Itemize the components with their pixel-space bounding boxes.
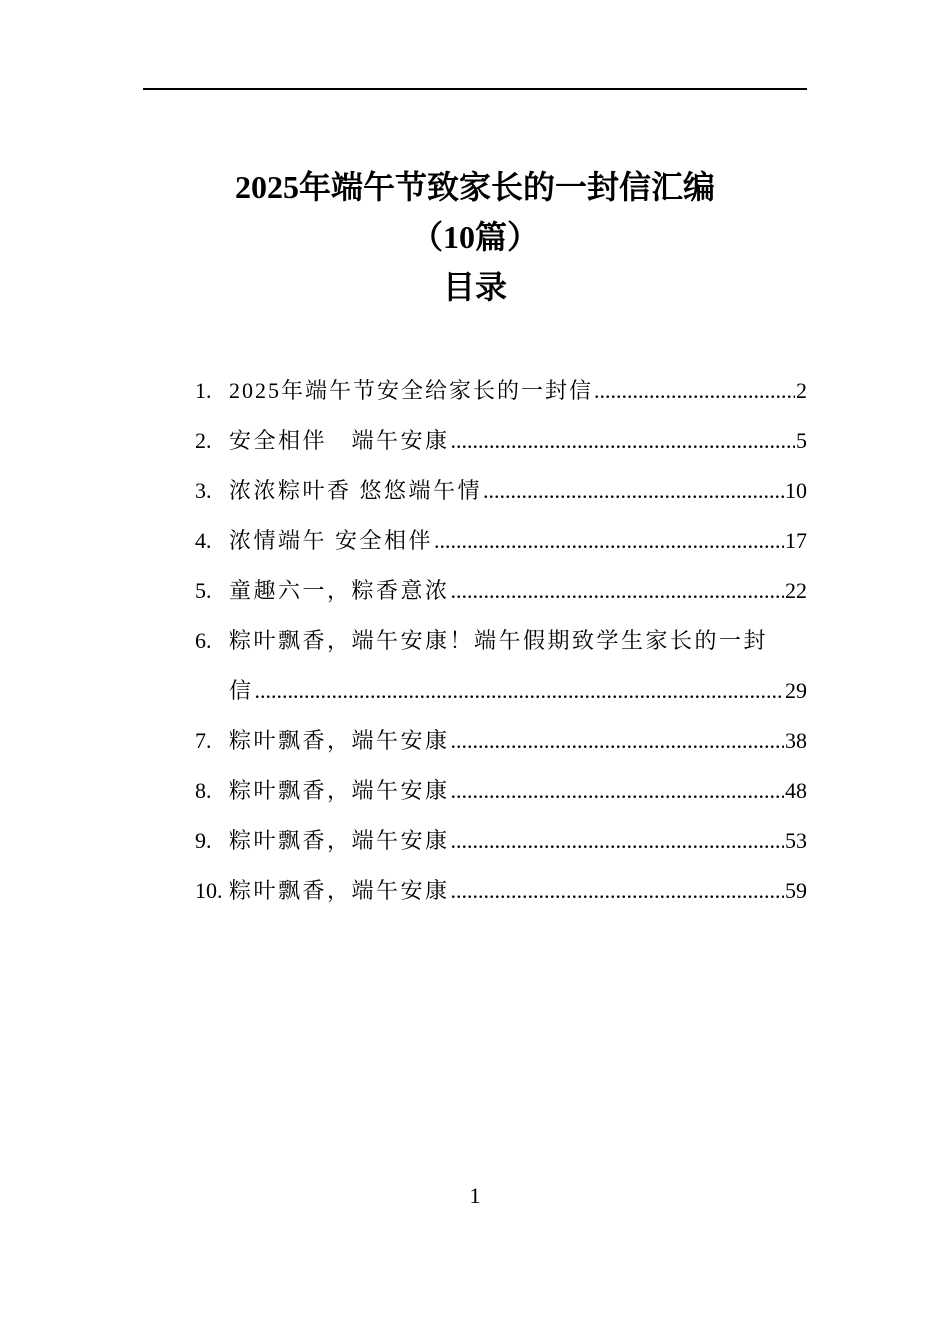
toc-entry-title: 浓浓粽叶香 悠悠端午情 bbox=[229, 478, 483, 503]
toc-dot-leader bbox=[451, 766, 784, 816]
toc-entry-9[interactable] bbox=[195, 816, 807, 866]
toc-dot-leader bbox=[451, 816, 784, 866]
toc-entry-title: 浓情端午 安全相伴 bbox=[229, 528, 434, 553]
toc-dot-leader bbox=[434, 516, 784, 566]
document-subtitle: （10篇） bbox=[410, 219, 539, 255]
toc-dot-leader bbox=[451, 566, 784, 616]
toc-entry-1[interactable] bbox=[195, 366, 807, 416]
toc-entry-title: 粽叶飘香，端午安康 bbox=[229, 878, 450, 903]
toc-entry-number: 7. bbox=[195, 728, 212, 753]
toc-dot-leader bbox=[483, 466, 784, 516]
toc-entry-page: 38 bbox=[785, 728, 807, 753]
toc-entry-number: 6. bbox=[195, 628, 212, 653]
toc-entry-2[interactable] bbox=[195, 416, 807, 466]
toc-entry-title: 安全相伴 端午安康 bbox=[229, 428, 450, 453]
toc-entry-4[interactable] bbox=[195, 516, 807, 566]
toc-entry-number: 3. bbox=[195, 478, 212, 503]
header-rule bbox=[143, 88, 807, 90]
toc-entry-title: 粽叶飘香，端午安康 bbox=[229, 828, 450, 853]
toc-entry-page: 29 bbox=[785, 678, 807, 703]
toc-entry-title: 粽叶飘香，端午安康 bbox=[229, 778, 450, 803]
toc-entry-page: 2 bbox=[796, 378, 807, 403]
toc-entry-number: 2. bbox=[195, 428, 212, 453]
toc-entry-title: 童趣六一，粽香意浓 bbox=[229, 578, 450, 603]
toc-entry-page: 48 bbox=[785, 778, 807, 803]
toc-entry-page: 53 bbox=[785, 828, 807, 853]
toc-entry-title: 2025年端午节安全给家长的一封信 bbox=[229, 378, 594, 403]
toc-entry-page: 59 bbox=[785, 878, 807, 903]
toc-entry-title: 粽叶飘香，端午安康！端午假期致学生家长的一封 bbox=[229, 628, 769, 653]
toc-entry-number: 5. bbox=[195, 578, 212, 603]
toc-dot-leader bbox=[451, 716, 784, 766]
document-title: 2025年端午节致家长的一封信汇编 bbox=[234, 169, 715, 205]
toc-entry-number: 8. bbox=[195, 778, 212, 803]
toc-entry-number: 4. bbox=[195, 528, 212, 553]
toc-entry-page: 5 bbox=[796, 428, 807, 453]
toc-dot-leader bbox=[255, 666, 784, 716]
toc-dot-leader bbox=[451, 866, 784, 916]
toc-entry-8[interactable] bbox=[195, 766, 807, 816]
toc-dot-leader bbox=[594, 366, 795, 416]
toc-entry-page: 17 bbox=[785, 528, 807, 553]
title-block bbox=[143, 162, 807, 312]
toc-entry-page: 22 bbox=[785, 578, 807, 603]
toc-entry-3[interactable] bbox=[195, 466, 807, 516]
toc-entry-number: 10. bbox=[195, 878, 223, 903]
table-of-contents bbox=[195, 366, 807, 916]
toc-entry-number: 9. bbox=[195, 828, 212, 853]
toc-entry-7[interactable] bbox=[195, 716, 807, 766]
toc-entry-10[interactable] bbox=[195, 866, 807, 916]
toc-entry-6[interactable] bbox=[195, 616, 807, 716]
toc-heading: 目录 bbox=[442, 269, 507, 305]
toc-entry-title-continued: 信 bbox=[229, 678, 254, 703]
toc-entry-title: 粽叶飘香，端午安康 bbox=[229, 728, 450, 753]
toc-entry-number: 1. bbox=[195, 378, 212, 403]
toc-dot-leader bbox=[451, 416, 795, 466]
toc-entry-5[interactable] bbox=[195, 566, 807, 616]
page-number: 1 bbox=[469, 1183, 481, 1208]
toc-entry-page: 10 bbox=[785, 478, 807, 503]
